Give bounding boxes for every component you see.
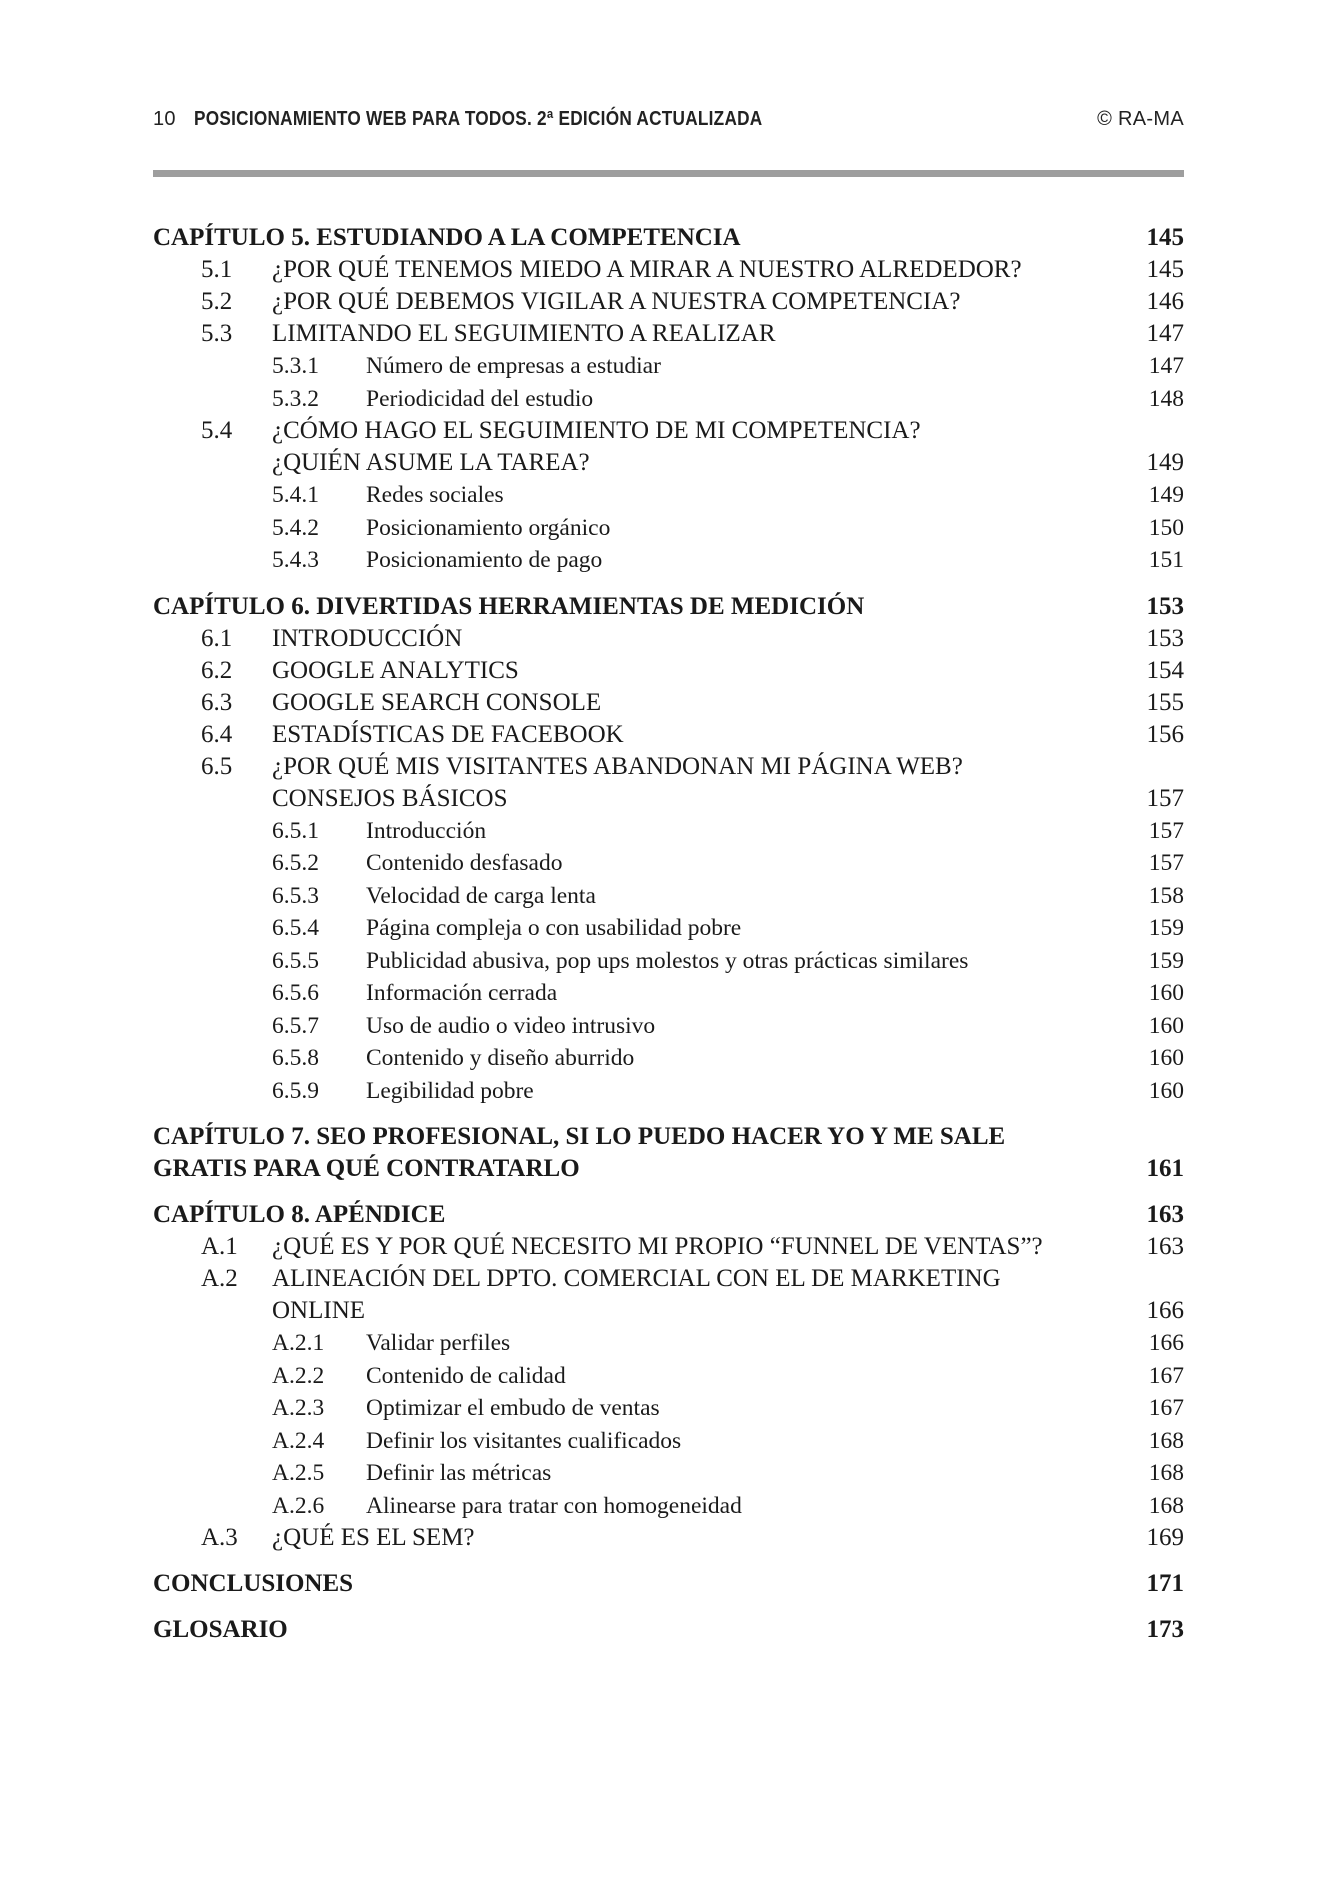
toc-entry-body [366, 912, 1184, 945]
toc-entry-title: INTRODUCCIÓN [272, 624, 463, 652]
toc-entry-number: A.3 [201, 1524, 238, 1551]
toc-entry-number: 5.4.1 [272, 482, 319, 508]
toc-entry-title: Posicionamiento de pago [366, 547, 603, 573]
toc-entry-row [366, 815, 1184, 848]
toc-entry-row [366, 479, 1184, 512]
toc-entry-body [366, 1490, 1184, 1523]
toc-entry-body [272, 318, 1184, 350]
toc-entry-row [366, 847, 1184, 880]
toc-entry-title: Contenido de calidad [366, 1362, 566, 1389]
toc-sub-entry[interactable] [153, 1010, 1184, 1043]
toc-entry-row [272, 318, 1184, 350]
toc-page-number: 159 [1148, 915, 1184, 941]
toc-entry-number: A.2.4 [272, 1427, 325, 1454]
toc-entry-body [153, 591, 1184, 623]
toc-entry-number: 5.4.3 [272, 547, 319, 573]
toc-entry-title-line1: CAPÍTULO 7. SEO PROFESIONAL, SI LO PUEDO HACER YO Y ME SALE [153, 1123, 1006, 1150]
toc-entry-number: 5.4 [201, 417, 233, 444]
toc-entry-body [153, 1614, 1184, 1646]
toc-entry-title: GOOGLE SEARCH CONSOLE [272, 688, 602, 716]
toc-sub-entry[interactable] [153, 350, 1184, 383]
toc-entry-body [272, 687, 1184, 719]
toc-entry-title: Validar perfiles [366, 1330, 511, 1356]
toc-entry-title: Definir las métricas [366, 1460, 552, 1486]
toc-page-number: 153 [1146, 592, 1184, 620]
toc-entry-title: Página compleja o con usabilidad pobre [366, 915, 742, 941]
toc-section-entry[interactable] [153, 254, 1184, 286]
toc-section-entry[interactable] [153, 719, 1184, 751]
toc-entry-number: 6.5.2 [272, 850, 319, 876]
toc-entry-title: GOOGLE ANALYTICS [272, 656, 519, 684]
toc-page-number: 168 [1148, 1492, 1184, 1519]
toc-entry-number: 6.5.3 [272, 882, 319, 909]
toc-entry-number: 6.3 [201, 688, 233, 716]
toc-entry-row [366, 383, 1184, 416]
toc-entry-title: Velocidad de carga lenta [366, 882, 596, 909]
toc-page-number: 166 [1146, 1297, 1184, 1324]
toc-page-number: 161 [1146, 1155, 1184, 1182]
toc-entry-title: Publicidad abusiva, pop ups molestos y otras prácticas similares [366, 947, 969, 974]
toc-entry-body [272, 655, 1184, 687]
toc-entry-row [272, 286, 1184, 318]
toc-chapter-entry[interactable] [153, 1614, 1184, 1646]
toc-entry-row [366, 977, 1184, 1010]
toc-entry-row [366, 512, 1184, 545]
toc-page-number: 166 [1148, 1330, 1184, 1356]
toc-entry-row [366, 880, 1184, 913]
toc-entry-title: Definir los visitantes cualificados [366, 1427, 682, 1454]
toc-entry-number: 6.5.4 [272, 915, 319, 941]
toc-entry-row [272, 447, 1184, 479]
toc-page-number: 149 [1148, 482, 1184, 508]
toc-entry-row [272, 1231, 1184, 1263]
toc-entry-number: 6.5.7 [272, 1012, 319, 1039]
toc-section-entry[interactable] [153, 623, 1184, 655]
toc-entry-body [366, 544, 1184, 577]
toc-page-number: 145 [1146, 256, 1184, 283]
toc-entry-row [366, 544, 1184, 577]
toc-entry-title-line1: ¿POR QUÉ MIS VISITANTES ABANDONAN MI PÁGINA WEB? [272, 752, 963, 780]
toc-entry-row [272, 687, 1184, 719]
toc-entry-row [153, 591, 1184, 623]
toc-page-number: 157 [1148, 817, 1184, 844]
toc-sub-entry[interactable] [153, 1490, 1184, 1523]
toc-sub-entry[interactable] [153, 1425, 1184, 1458]
running-header [153, 108, 1184, 131]
toc-entry-number: 5.3.2 [272, 385, 319, 412]
toc-entry-row [366, 1075, 1184, 1108]
toc-entry-title: ¿QUÉ ES Y POR QUÉ NECESITO MI PROPIO “FUNNEL DE VENTAS”? [272, 1233, 1043, 1260]
toc-page-number: 146 [1146, 288, 1184, 315]
toc-entry-number: A.2.5 [272, 1460, 325, 1486]
toc-page-number: 168 [1148, 1460, 1184, 1486]
toc-entry-body [366, 1075, 1184, 1108]
toc-sub-entry[interactable] [153, 1042, 1184, 1075]
header-rule [153, 170, 1184, 177]
toc-page-number: 163 [1146, 1233, 1184, 1260]
toc-entry-body [366, 1392, 1184, 1425]
toc-entry-title: CONSEJOS BÁSICOS [272, 784, 508, 812]
toc-entry-body [272, 1263, 1184, 1327]
toc-entry-title: Periodicidad del estudio [366, 385, 594, 412]
toc-entry-title: Introducción [366, 817, 487, 844]
toc-entry-title: Posicionamiento orgánico [366, 514, 611, 541]
toc-entry-title: LIMITANDO EL SEGUIMIENTO A REALIZAR [272, 320, 776, 347]
toc-section-entry[interactable] [153, 415, 1184, 479]
toc-sub-entry[interactable] [153, 945, 1184, 978]
toc-section-entry[interactable] [153, 655, 1184, 687]
toc-entry-number: A.2 [201, 1265, 238, 1292]
toc-entry-title: Redes sociales [366, 482, 504, 508]
page-number: 10 [153, 108, 176, 130]
toc-entry-title: CAPÍTULO 8. APÉNDICE [153, 1201, 446, 1228]
toc-entry-body [272, 415, 1184, 479]
toc-page-number: 159 [1148, 947, 1184, 974]
toc-entry-body [153, 1568, 1184, 1600]
toc-page-number: 153 [1146, 624, 1184, 652]
toc-entry-number: 6.5.8 [272, 1045, 319, 1071]
toc-entry-row [153, 1199, 1184, 1231]
toc-entry-number: A.1 [201, 1233, 238, 1260]
toc-entry-title: GRATIS PARA QUÉ CONTRATARLO [153, 1155, 580, 1182]
toc-entry-body [366, 350, 1184, 383]
toc-entry-body [366, 847, 1184, 880]
toc-section-entry[interactable] [153, 687, 1184, 719]
toc-entry-row [153, 1614, 1184, 1646]
book-title: POSICIONAMIENTO WEB PARA TODOS. 2ª EDICIÓN ACTUALIZADA [193, 108, 763, 130]
toc-entry-body [153, 1199, 1184, 1231]
toc-entry-body [366, 977, 1184, 1010]
toc-entry-title: ¿POR QUÉ DEBEMOS VIGILAR A NUESTRA COMPETENCIA? [272, 288, 961, 315]
toc-section-entry[interactable] [153, 318, 1184, 350]
toc-sub-entry[interactable] [153, 977, 1184, 1010]
toc-chapter-entry[interactable] [153, 1199, 1184, 1231]
toc-page-number: 160 [1148, 1045, 1184, 1071]
toc-entry-title: Legibilidad pobre [366, 1077, 534, 1104]
toc-entry-number: 5.3 [201, 320, 233, 347]
toc-sub-entry[interactable] [153, 880, 1184, 913]
toc-entry-row [366, 1327, 1184, 1360]
toc-entry-row [153, 1153, 1184, 1185]
toc-sub-entry[interactable] [153, 815, 1184, 848]
toc-entry-title: Optimizar el embudo de ventas [366, 1395, 660, 1421]
toc-page-number: 158 [1148, 882, 1184, 909]
toc-entry-number: 5.4.2 [272, 514, 319, 541]
toc-page-number: 163 [1146, 1201, 1184, 1228]
toc-entry-title: Contenido y diseño aburrido [366, 1045, 635, 1071]
toc-sub-entry[interactable] [153, 1360, 1184, 1393]
toc-sub-entry[interactable] [153, 1327, 1184, 1360]
toc-page-number: 147 [1148, 353, 1184, 379]
toc-entry-row [366, 1010, 1184, 1043]
toc-entry-body [366, 1360, 1184, 1393]
toc-page-number: 149 [1146, 449, 1184, 476]
toc-entry-body [366, 815, 1184, 848]
toc-page-number: 173 [1146, 1616, 1184, 1643]
toc-entry-body [366, 1327, 1184, 1360]
toc-entry-title: Información cerrada [366, 980, 558, 1006]
toc-entry-row [366, 1042, 1184, 1075]
toc-section-entry[interactable] [153, 1263, 1184, 1327]
toc-entry-body [366, 1042, 1184, 1075]
toc-entry-body [272, 1522, 1184, 1554]
toc-entry-row [272, 719, 1184, 751]
toc-entry-title: Contenido desfasado [366, 850, 563, 876]
toc-page-number: 148 [1148, 385, 1184, 412]
toc-entry-row [272, 1522, 1184, 1554]
toc-entry-row [272, 254, 1184, 286]
toc-page-number: 154 [1146, 656, 1184, 684]
toc-entry-row [272, 623, 1184, 655]
toc-entry-row [366, 1457, 1184, 1490]
toc-page-number: 167 [1148, 1395, 1184, 1421]
toc-page-number: 155 [1146, 688, 1184, 716]
toc-page-number: 157 [1148, 850, 1184, 876]
toc-entry-number: 6.5.1 [272, 817, 319, 844]
toc-section-entry[interactable] [153, 1231, 1184, 1263]
toc-entry-body [153, 222, 1184, 254]
toc-entry-body [272, 623, 1184, 655]
toc-entry-body [366, 945, 1184, 978]
toc-entry-title: GLOSARIO [153, 1616, 288, 1643]
toc-sub-entry[interactable] [153, 1075, 1184, 1108]
toc-entry-number: 6.4 [201, 720, 233, 748]
toc-entry-body [272, 751, 1184, 815]
toc-entry-title: Alinearse para tratar con homogeneidad [366, 1492, 742, 1519]
toc-entry-row [272, 655, 1184, 687]
toc-entry-body [366, 1425, 1184, 1458]
toc-entry-title: CONCLUSIONES [153, 1570, 354, 1597]
toc-entry-row [153, 1568, 1184, 1600]
toc-entry-title: ¿QUIÉN ASUME LA TAREA? [272, 449, 590, 476]
toc-entry-body [272, 719, 1184, 751]
toc-page-number: 171 [1146, 1570, 1184, 1597]
toc-sub-entry[interactable] [153, 1392, 1184, 1425]
toc-entry-number: 6.5 [201, 752, 233, 780]
publisher-copyright: © RA-MA [1097, 108, 1184, 130]
toc-entry-number: 5.3.1 [272, 353, 319, 379]
toc-page-number: 145 [1146, 224, 1184, 251]
toc-entry-title: CAPÍTULO 6. DIVERTIDAS HERRAMIENTAS DE MEDICIÓN [153, 592, 865, 620]
toc-page-number: 151 [1148, 547, 1184, 573]
toc-section-entry[interactable] [153, 1522, 1184, 1554]
toc-entry-number: 6.5.5 [272, 947, 319, 974]
toc-entry-title: ESTADÍSTICAS DE FACEBOOK [272, 720, 624, 748]
toc-page-number: 160 [1148, 1077, 1184, 1104]
toc-chapter-entry[interactable] [153, 591, 1184, 623]
toc-entry-row [366, 350, 1184, 383]
toc-chapter-entry[interactable] [153, 1121, 1184, 1185]
toc-page-number: 167 [1148, 1362, 1184, 1389]
toc-page-number: 156 [1146, 720, 1184, 748]
toc-section-entry[interactable] [153, 751, 1184, 815]
toc-entry-title: ONLINE [272, 1297, 366, 1324]
toc-entry-title-line1: ALINEACIÓN DEL DPTO. COMERCIAL CON EL DE MARKETING [272, 1265, 1001, 1292]
toc-sub-entry[interactable] [153, 512, 1184, 545]
toc-entry-number: 6.5.9 [272, 1077, 319, 1104]
toc-entry-number: 5.2 [201, 288, 233, 315]
toc-sub-entry[interactable] [153, 1457, 1184, 1490]
toc-entry-body [272, 254, 1184, 286]
toc-entry-number: 6.5.6 [272, 980, 319, 1006]
toc-entry-title: Número de empresas a estudiar [366, 353, 661, 379]
toc-section-entry[interactable] [153, 286, 1184, 318]
toc-entry-title: CAPÍTULO 5. ESTUDIANDO A LA COMPETENCIA [153, 224, 741, 251]
toc-entry-body [153, 1121, 1184, 1185]
toc-page-number: 168 [1148, 1427, 1184, 1454]
toc-entry-number: A.2.2 [272, 1362, 325, 1389]
toc-entry-row [366, 1360, 1184, 1393]
toc-page-number: 169 [1146, 1524, 1184, 1551]
toc-entry-row [272, 1295, 1184, 1327]
toc-entry-title: ¿POR QUÉ TENEMOS MIEDO A MIRAR A NUESTRO ALREDEDOR? [272, 256, 1022, 283]
toc-entry-row [366, 945, 1184, 978]
toc-sub-entry[interactable] [153, 479, 1184, 512]
toc-page-number: 147 [1146, 320, 1184, 347]
toc-entry-body [366, 1010, 1184, 1043]
toc-entry-title: Uso de audio o video intrusivo [366, 1012, 656, 1039]
toc-entry-body [366, 383, 1184, 416]
toc-page-number: 160 [1148, 1012, 1184, 1039]
toc-page-number: 160 [1148, 980, 1184, 1006]
toc-entry-number: 6.1 [201, 624, 233, 652]
toc-entry-body [366, 512, 1184, 545]
toc-entry-number: A.2.3 [272, 1395, 325, 1421]
toc-chapter-entry[interactable] [153, 222, 1184, 254]
toc-page-number: 150 [1148, 514, 1184, 541]
toc-entry-row [153, 222, 1184, 254]
toc-entry-row [272, 783, 1184, 815]
toc-entry-body [366, 479, 1184, 512]
toc-entry-body [366, 880, 1184, 913]
toc-entry-number: 6.2 [201, 656, 233, 684]
toc-entry-row [366, 1490, 1184, 1523]
toc-chapter-entry[interactable] [153, 1568, 1184, 1600]
table-of-contents [153, 222, 1184, 1646]
toc-entry-title: ¿QUÉ ES EL SEM? [272, 1524, 475, 1551]
toc-sub-entry[interactable] [153, 912, 1184, 945]
toc-entry-number: A.2.6 [272, 1492, 325, 1519]
toc-sub-entry[interactable] [153, 383, 1184, 416]
toc-page-number: 157 [1146, 784, 1184, 812]
toc-entry-title-line1: ¿CÓMO HAGO EL SEGUIMIENTO DE MI COMPETENCIA? [272, 417, 921, 444]
toc-entry-row [366, 1425, 1184, 1458]
toc-entry-body [366, 1457, 1184, 1490]
toc-entry-number: 5.1 [201, 256, 233, 283]
toc-entry-row [366, 1392, 1184, 1425]
toc-entry-number: A.2.1 [272, 1330, 325, 1356]
toc-entry-body [272, 1231, 1184, 1263]
toc-entry-body [272, 286, 1184, 318]
toc-sub-entry[interactable] [153, 544, 1184, 577]
toc-sub-entry[interactable] [153, 847, 1184, 880]
toc-entry-row [366, 912, 1184, 945]
